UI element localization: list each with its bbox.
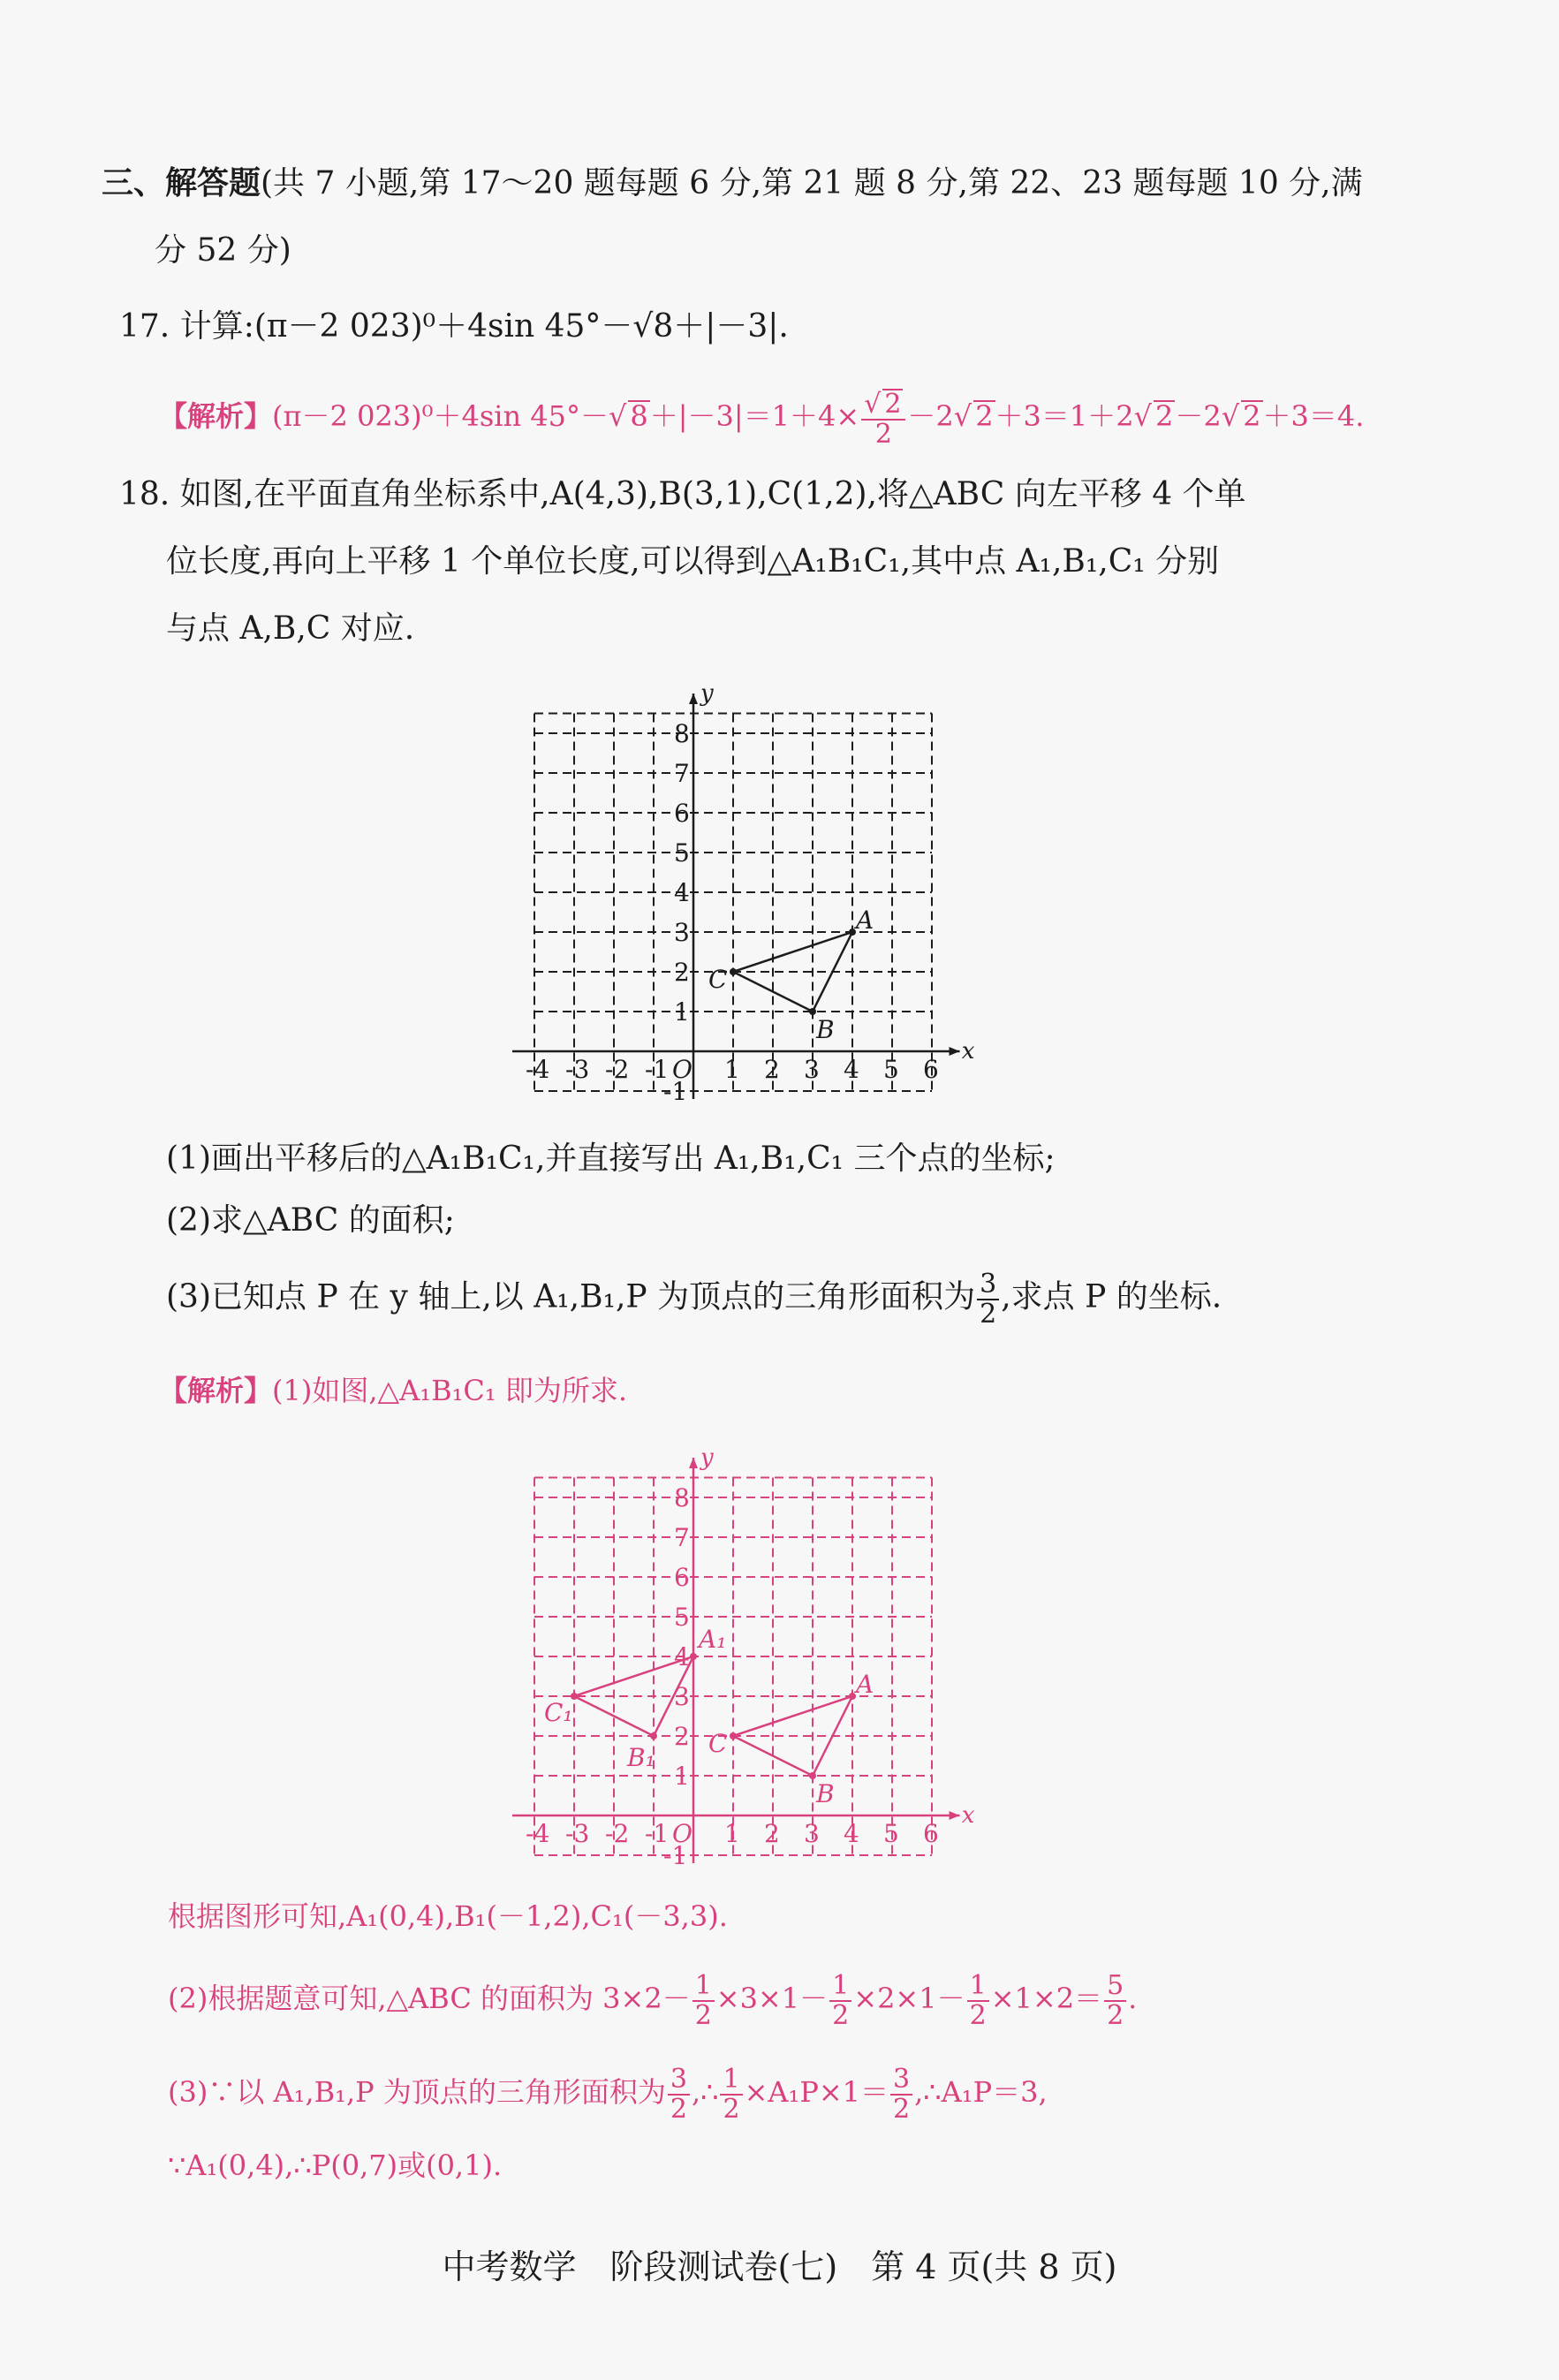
vertex-point (849, 929, 856, 936)
label-c: C (708, 1729, 728, 1758)
subquestion-text: ,求点 P 的坐标. (1001, 1278, 1222, 1315)
x-axis-arrow (950, 1811, 960, 1820)
vertex-point (809, 1008, 816, 1015)
fraction (692, 1972, 715, 2029)
fraction (829, 1972, 851, 2029)
x-tick-label: -2 (605, 1819, 630, 1848)
frac-num: 1 (692, 1972, 715, 2002)
x-tick-label: 6 (923, 1055, 939, 1084)
x-tick-label: -1 (645, 1819, 670, 1848)
y-tick-label: -1 (663, 1077, 688, 1106)
solution-text: ＋3＝4. (1262, 399, 1365, 433)
frac-num: 3 (890, 2065, 912, 2096)
label-c: C (708, 965, 728, 994)
frac-num: 1 (967, 1972, 989, 2002)
y-tick-label: -1 (663, 1841, 688, 1870)
y-tick-label: 1 (674, 1762, 690, 1791)
solution-text: －2 (1175, 399, 1222, 433)
x-tick-label: 3 (804, 1055, 820, 1084)
vertex-point (730, 968, 737, 975)
x-tick-label: 6 (923, 1819, 939, 1848)
solution-text: (1)如图,△A₁B₁C₁ 即为所求. (272, 1374, 628, 1407)
subquestion-1: (1)画出平移后的△A₁B₁C₁,并直接写出 A₁,B₁,C₁ 三个点的坐标; (166, 1141, 1056, 1177)
y-tick-label: 2 (674, 958, 690, 987)
page-footer: 中考数学 阶段测试卷(七) 第 4 页(共 8 页) (442, 2247, 1117, 2286)
y-tick-label: 3 (674, 1682, 690, 1711)
y-tick-label: 6 (674, 1563, 690, 1592)
question-number: 18. (119, 476, 170, 512)
x-tick-label: -2 (605, 1055, 630, 1084)
question-text-line3: 与点 A,B,C 对应. (166, 610, 415, 647)
subquestion-3 (166, 1270, 1222, 1328)
subquestion-text: (3)已知点 P 在 y 轴上,以 A₁,B₁,P 为顶点的三角形面积为 (166, 1278, 976, 1315)
x-axis-label: x (961, 1802, 975, 1829)
origin-label: O (672, 1055, 692, 1084)
sqrt-term: 2 (1155, 399, 1174, 433)
frac-den: 2 (893, 2093, 911, 2125)
y-tick-label: 7 (674, 1523, 690, 1552)
y-tick-label: 6 (674, 799, 690, 828)
x-tick-label: -3 (565, 1055, 590, 1084)
frac-num: 3 (668, 2065, 690, 2096)
solution-text: ,∴A₁P＝3, (914, 2075, 1048, 2109)
section-heading: 三、解答题 (102, 164, 261, 201)
vertex-point (849, 1693, 856, 1700)
frac-den: 2 (832, 1999, 850, 2031)
solution-text: (2)根据题意可知,△ABC 的面积为 3×2－ (168, 1982, 691, 2015)
x-tick-label: -3 (565, 1819, 590, 1848)
x-tick-label: 5 (883, 1819, 899, 1848)
y-axis-label: y (700, 1449, 714, 1471)
y-tick-label: 3 (674, 918, 690, 947)
solution-text: ＋3＝1＋2 (995, 399, 1134, 433)
subquestion-2: (2)求△ABC 的面积; (166, 1202, 455, 1239)
fraction (668, 2065, 690, 2123)
fraction (720, 2065, 742, 2123)
vertex-point (730, 1732, 737, 1740)
solution-text: (3)∵以 A₁,B₁,P 为顶点的三角形面积为 (168, 2075, 666, 2109)
frac-den: 2 (969, 1999, 987, 2031)
solution-tag: 【解析】 (159, 399, 273, 433)
solution-final: ∵A₁(0,4),∴P(0,7)或(0,1). (168, 2149, 503, 2182)
y-tick-label: 5 (674, 838, 690, 868)
q18-solution-1 (159, 1374, 627, 1407)
x-tick-label: 4 (844, 1819, 859, 1848)
label-a1: A₁ (699, 1625, 727, 1654)
y-tick-label: 4 (674, 878, 690, 907)
x-tick-label: 2 (764, 1055, 780, 1084)
y-tick-label: 8 (674, 1483, 690, 1512)
coordinate-grid-figure (512, 685, 989, 1126)
q18-solution-2 (168, 1972, 1137, 2029)
frac-den: 2 (874, 418, 892, 450)
solution-text: ×3×1－ (715, 1982, 829, 2015)
solution-coords: 根据图形可知,A₁(0,4),B₁(－1,2),C₁(－3,3). (168, 1899, 728, 1933)
frac-num: 1 (829, 1972, 851, 2002)
label-c1: C₁ (544, 1698, 573, 1727)
label-a: A (856, 1670, 874, 1699)
solution-text: －2 (907, 399, 954, 433)
x-tick-label: 4 (844, 1055, 859, 1084)
frac-den: 2 (670, 2093, 687, 2125)
label-b: B (816, 1779, 835, 1808)
vertex-point (650, 1732, 657, 1740)
question-number: 17. (119, 308, 170, 345)
sqrt-term: 2 (1243, 399, 1261, 433)
solution-text: ×1×2＝ (990, 1982, 1103, 2015)
y-tick-label: 1 (674, 997, 690, 1027)
x-axis-arrow (950, 1047, 960, 1056)
y-tick-label: 8 (674, 719, 690, 748)
fraction (890, 2065, 912, 2123)
solution-text: ＋|－3|＝1＋4× (649, 399, 860, 433)
frac-num: 3 (977, 1270, 999, 1300)
section-header (102, 164, 1363, 202)
fraction (967, 1972, 989, 2029)
question-text: 计算:(π－2 023)⁰＋4sin 45°－√8＋|－3|. (179, 308, 789, 345)
frac-num: 2 (884, 389, 902, 420)
x-tick-label: -1 (645, 1055, 670, 1084)
sqrt-term: 2 (975, 399, 994, 433)
y-tick-label: 4 (674, 1642, 690, 1671)
solution-text: ,∴ (691, 2075, 719, 2109)
label-b: B (816, 1015, 835, 1044)
label-a: A (856, 906, 874, 935)
x-tick-label: 1 (724, 1055, 740, 1084)
label-b1: B₁ (627, 1743, 655, 1772)
frac-num: 5 (1104, 1972, 1126, 2002)
frac-den: 2 (980, 1298, 997, 1330)
origin-label: O (672, 1819, 692, 1848)
solution-tag: 【解析】 (159, 1374, 273, 1407)
y-axis-arrow (689, 1458, 698, 1468)
vertex-point (809, 1772, 816, 1779)
q18-solution-3 (168, 2065, 1048, 2123)
y-tick-label: 7 (674, 759, 690, 788)
fraction (977, 1270, 999, 1328)
frac-num: 1 (720, 2065, 742, 2096)
solution-text: (π－2 023)⁰＋4sin 45°－ (272, 399, 609, 433)
fraction: $\frac{√ 2}{2}$ (861, 389, 905, 448)
x-tick-label: -4 (526, 1055, 550, 1084)
fraction (1104, 1972, 1126, 2029)
solution-text: ×2×1－ (853, 1982, 965, 2015)
y-tick-label: 5 (674, 1603, 690, 1632)
x-tick-label: 5 (883, 1055, 899, 1084)
y-axis-label: y (700, 685, 714, 707)
question-text-line1: 如图,在平面直角坐标系中,A(4,3),B(3,1),C(1,2),将△ABC 向左平移 4 个单 (179, 476, 1246, 512)
x-tick-label: 3 (804, 1819, 820, 1848)
section-description-cont: 分 52 分) (155, 232, 291, 269)
x-axis-label: x (961, 1038, 975, 1065)
section-description: (共 7 小题,第 17～20 题每题 6 分,第 21 题 8 分,第 22、23 题每题 10 分,满 (261, 165, 1363, 201)
frac-den: 2 (1107, 1999, 1124, 2031)
x-tick-label: -4 (526, 1819, 550, 1848)
question-text-line2: 位长度,再向上平移 1 个单位长度,可以得到△A₁B₁C₁,其中点 A₁,B₁,C₁ 分别 (166, 543, 1220, 580)
solution-grid-figure (512, 1449, 989, 1891)
sqrt-term: 8 (630, 399, 648, 433)
question-17 (119, 307, 789, 345)
y-tick-label: 2 (674, 1722, 690, 1751)
y-axis-arrow (689, 694, 698, 704)
x-tick-label: 2 (764, 1819, 780, 1848)
solution-text: . (1128, 1982, 1138, 2015)
solution-text: ×A₁P×1＝ (744, 2075, 889, 2109)
frac-den: 2 (694, 1999, 712, 2031)
frac-den: 2 (723, 2093, 740, 2125)
q17-solution: 【解析】(π－2 023)⁰＋4sin 45°－√ 8＋|－3|＝1＋4× $\frac{√ 2}{2}$ －2√ 2＋3＝1＋2√ 2－2√ 2＋3＝4. (159, 389, 1365, 450)
question-18 (119, 475, 1246, 513)
x-tick-label: 1 (724, 1819, 740, 1848)
vertex-point (690, 1653, 697, 1660)
